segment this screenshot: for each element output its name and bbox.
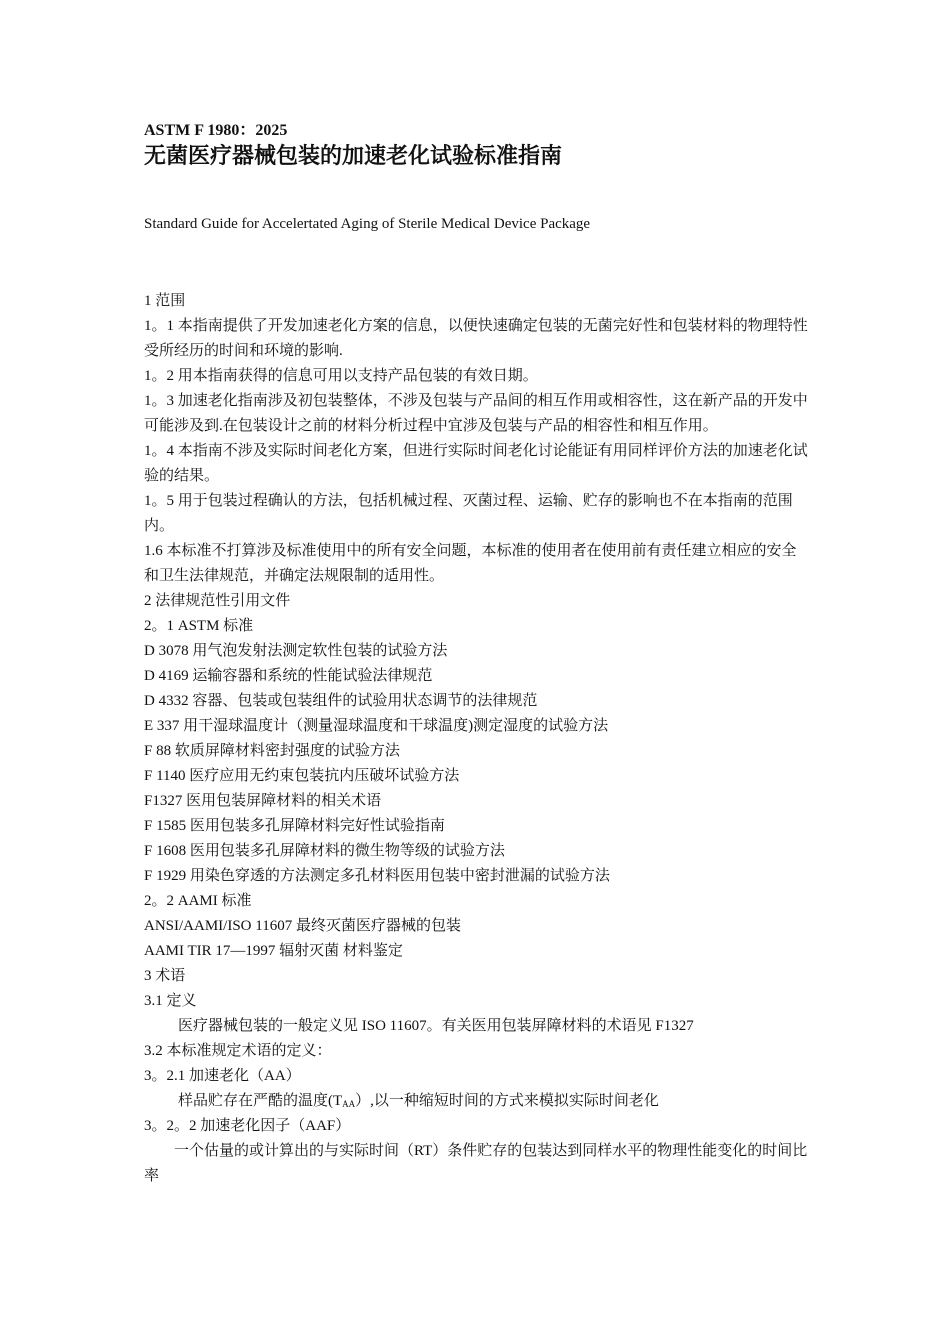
reference-item: D 4332 容器、包装或包装组件的试验用状态调节的法律规范 [144,693,538,709]
reference-item: F 1585 医用包装多孔屏障材料完好性试验指南 [144,818,445,834]
reference-item: ANSI/AAMI/ISO 11607 最终灭菌医疗器械的包装 [144,918,461,934]
subsection-heading: 2。2 AAMI 标准 [144,893,252,909]
subsection-heading: 3.2 本标准规定术语的定义： [144,1043,332,1059]
subscript-aa: AA [342,1099,356,1109]
standard-code: ASTM F 1980：2025 [144,122,288,139]
reference-item: F 1929 用染色穿透的方法测定多孔材料医用包装中密封泄漏的试验方法 [144,868,610,884]
reference-item: F1327 医用包装屏障材料的相关术语 [144,793,382,809]
paragraph: 1。5 用于包装过程确认的方法，包括机械过程、灭菌过程、运输、贮存的影响也不在本指南的范围内。 [144,493,793,534]
paragraph: 1。1 本指南提供了开发加速老化方案的信息，以便快速确定包装的无菌完好性和包装材料的物理特性受所经历的时间和环境的影响. [144,318,808,359]
reference-item: E 337 用干湿球温度计（测量湿球温度和干球温度)测定湿度的试验方法 [144,718,609,734]
paragraph: 1.6 本标准不打算涉及标准使用中的所有安全问题，本标准的使用者在使用前有责任建立相应的安全和卫生法律规范，并确定法规限制的适用性。 [144,543,797,584]
section-heading: 1 范围 [144,293,186,309]
section-heading: 3 术语 [144,968,186,984]
title-chinese: 无菌医疗器械包装的加速老化试验标准指南 [144,143,563,168]
paragraph: 1。2 用本指南获得的信息可用以支持产品包装的有效日期。 [144,368,538,384]
document-body [144,289,809,1189]
subsection-heading: 2。1 ASTM 标准 [144,618,254,634]
reference-item: D 4169 运输容器和系统的性能试验法律规范 [144,668,433,684]
reference-item: F 1608 医用包装多孔屏障材料的微生物等级的试验方法 [144,843,505,859]
reference-item: D 3078 用气泡发射法测定软性包装的试验方法 [144,643,448,659]
title-english: Standard Guide for Accelertated Aging of Sterile Medical Device Package [144,216,591,232]
definition-text [144,1089,809,1114]
subsection-heading: 3.1 定义 [144,993,197,1009]
definition-text: 医疗器械包装的一般定义见 ISO 11607。有关医用包装屏障材料的术语见 F1327 [178,1018,694,1034]
definition-text: 一个估量的或计算出的与实际时间（RT）条件贮存的包装达到同样水平的物理性能变化的时间比率 [144,1143,808,1184]
definition-text-part: 样品贮存在严酷的温度(T [178,1093,343,1109]
paragraph: 1。4 本指南不涉及实际时间老化方案，但进行实际时间老化讨论能证有用同样评价方法的加速老化试验的结果。 [144,443,808,484]
definition-text-part: ）,以一种缩短时间的方式来模拟实际时间老化 [355,1093,659,1109]
reference-item: F 1140 医疗应用无约束包装抗内压破坏试验方法 [144,768,460,784]
section-heading: 2 法律规范性引用文件 [144,593,291,609]
reference-item: F 88 软质屏障材料密封强度的试验方法 [144,743,400,759]
paragraph: 1。3 加速老化指南涉及初包装整体，不涉及包装与产品间的相互作用或相容性，这在新产品的开发中可能涉及到.在包装设计之前的材料分析过程中宜涉及包装与产品的相容性和相互作用。 [144,393,808,434]
term-heading: 3。2.1 加速老化（AA） [144,1068,301,1084]
term-heading: 3。2。2 加速老化因子（AAF） [144,1118,351,1134]
reference-item: AAMI TIR 17—1997 辐射灭菌 材料鉴定 [144,943,403,959]
